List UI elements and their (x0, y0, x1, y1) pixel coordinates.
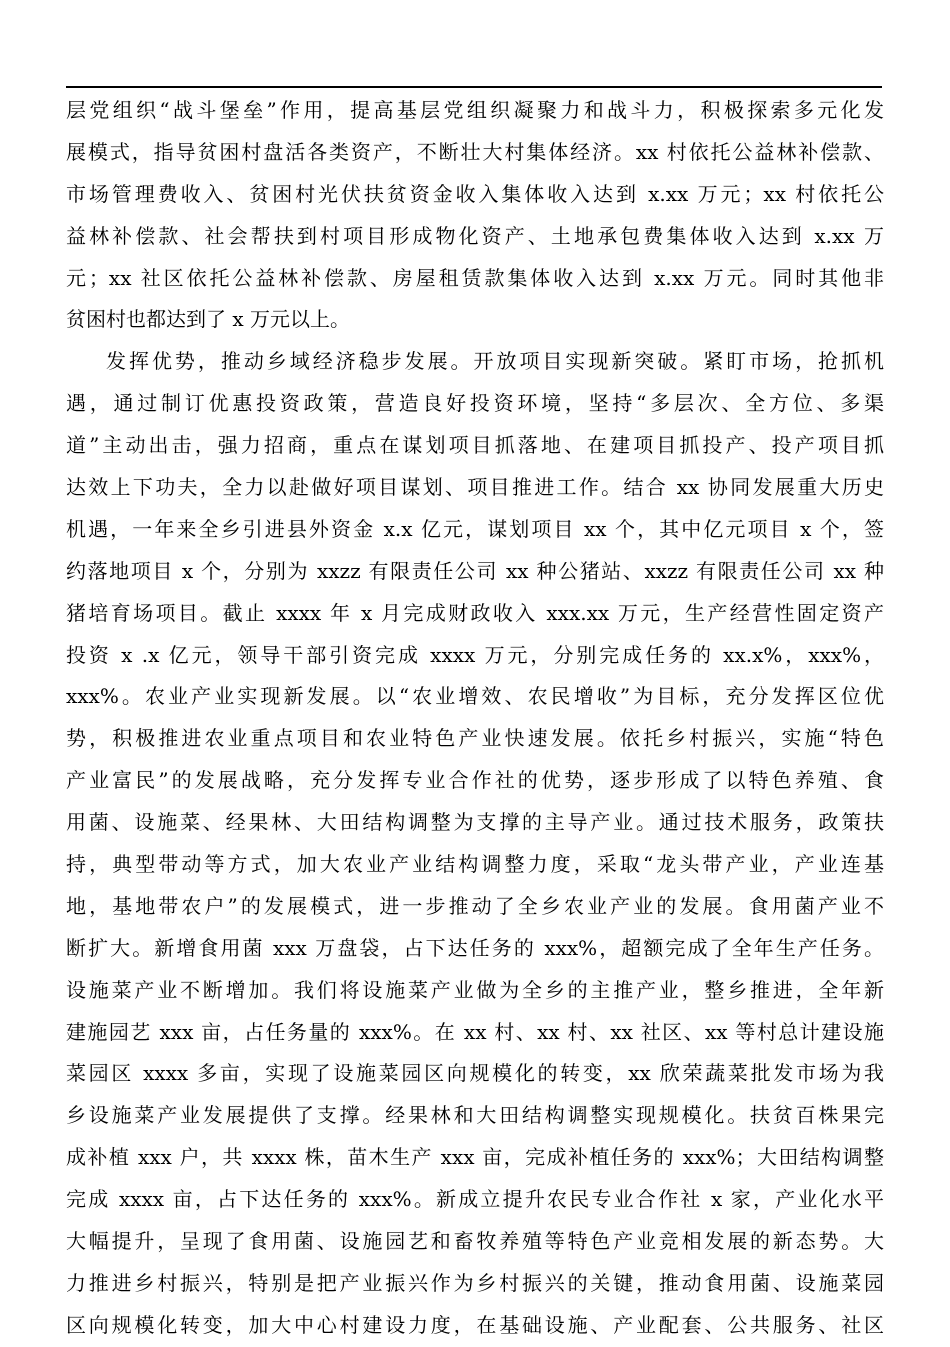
text-line: 约落地项目 x 个，分别为 xxzz 有限责任公司 xx 种公猪站、xxzz 有限责任公司 xx 种 (66, 558, 884, 583)
text-line: 元；xx 社区依托公益林补偿款、房屋租赁款集体收入达到 x.xx 万元。同时其他非 (66, 265, 884, 290)
text-line: 发挥优势，推动乡域经济稳步发展。开放项目实现新突破。紧盯市场，抢抓机 (106, 349, 884, 374)
text-line: 菜园区 xxxx 多亩，实现了设施菜园区向规模化的转变，xx 欣荣蔬菜批发市场为我 (66, 1061, 884, 1086)
text-line: 投资 x .x 亿元，领导干部引资完成 xxxx 万元，分别完成任务的 xx.x%，xxx%， (66, 642, 884, 667)
header-rule (66, 86, 882, 88)
paragraph-1 (66, 90, 884, 341)
text-line: 设施菜产业不断增加。我们将设施菜产业做为全乡的主推产业，整乡推进，全年新 (66, 977, 884, 1002)
text-line: 市场管理费收入、贫困村光伏扶贫资金收入集体收入达到 x.xx 万元；xx 村依托公 (66, 181, 884, 206)
text-line: 势，积极推进农业重点项目和农业特色产业快速发展。依托乡村振兴，实施“特色 (66, 726, 884, 751)
text-line: 乡设施菜产业发展提供了支撑。经果林和大田结构调整实现规模化。扶贫百株果完 (66, 1103, 884, 1128)
text-line: 断扩大。新增食用菌 xxx 万盘袋，占下达任务的 xxx%，超额完成了全年生产任务。 (66, 935, 884, 960)
text-line: 产业富民”的发展战略，充分发挥专业合作社的优势，逐步形成了以特色养殖、食 (66, 768, 884, 793)
text-line: xxx%。农业产业实现新发展。以“农业增效、农民增收”为目标，充分发挥区位优 (66, 684, 884, 709)
text-line: 完成 xxxx 亩，占下达任务的 xxx%。新成立提升农民专业合作社 x 家，产业化水平 (66, 1187, 884, 1212)
paragraph-2 (66, 341, 884, 1346)
text-line: 建施园艺 xxx 亩，占任务量的 xxx%。在 xx 村、xx 村、xx 社区、xx 等村总计建设施 (66, 1019, 884, 1044)
text-line: 持，典型带动等方式，加大农业产业结构调整力度，采取“龙头带产业，产业连基 (66, 852, 884, 877)
text-line: 展模式，指导贫困村盘活各类资产，不断壮大村集体经济。xx 村依托公益林补偿款、 (66, 139, 884, 164)
text-line: 大幅提升，呈现了食用菌、设施园艺和畜牧养殖等特色产业竞相发展的新态势。大 (66, 1229, 884, 1254)
text-line: 层党组织“战斗堡垒”作用，提高基层党组织凝聚力和战斗力，积极探索多元化发 (66, 98, 884, 122)
text-line: 用菌、设施菜、经果林、大田结构调整为支撑的主导产业。通过技术服务，政策扶 (66, 810, 884, 835)
text-line: 力推进乡村振兴，特别是把产业振兴作为乡村振兴的关键，推动食用菌、设施菜园 (66, 1270, 884, 1295)
text-line: 机遇，一年来全乡引进县外资金 x.x 亿元，谋划项目 xx 个，其中亿元项目 x 个，签 (66, 516, 884, 541)
text-line: 贫困村也都达到了 x 万元以上。 (66, 307, 350, 332)
text-line: 益林补偿款、社会帮扶到村项目形成物化资产、土地承包费集体收入达到 x.xx 万 (66, 223, 884, 248)
body-text (66, 90, 884, 1347)
text-line: 道”主动出击，强力招商，重点在谋划项目抓落地、在建项目抓投产、投产项目抓 (66, 433, 884, 458)
text-line: 区向规模化转变，加大中心村建设力度，在基础设施、产业配套、公共服务、社区 (66, 1312, 884, 1337)
text-line: 成补植 xxx 户，共 xxxx 株，苗木生产 xxx 亩，完成补植任务的 xxx%；大田结构调整 (66, 1145, 884, 1170)
text-line: 遇，通过制订优惠投资政策，营造良好投资环境，坚持“多层次、全方位、多渠 (66, 391, 884, 416)
text-line: 达效上下功夫，全力以赴做好项目谋划、项目推进工作。结合 xx 协同发展重大历史 (66, 475, 884, 500)
text-line: 猪培育场项目。截止 xxxx 年 x 月完成财政收入 xxx.xx 万元，生产经营性固定资产 (66, 600, 884, 625)
text-line: 地，基地带农户”的发展模式，进一步推动了全乡农业产业的发展。食用菌产业不 (66, 893, 884, 918)
